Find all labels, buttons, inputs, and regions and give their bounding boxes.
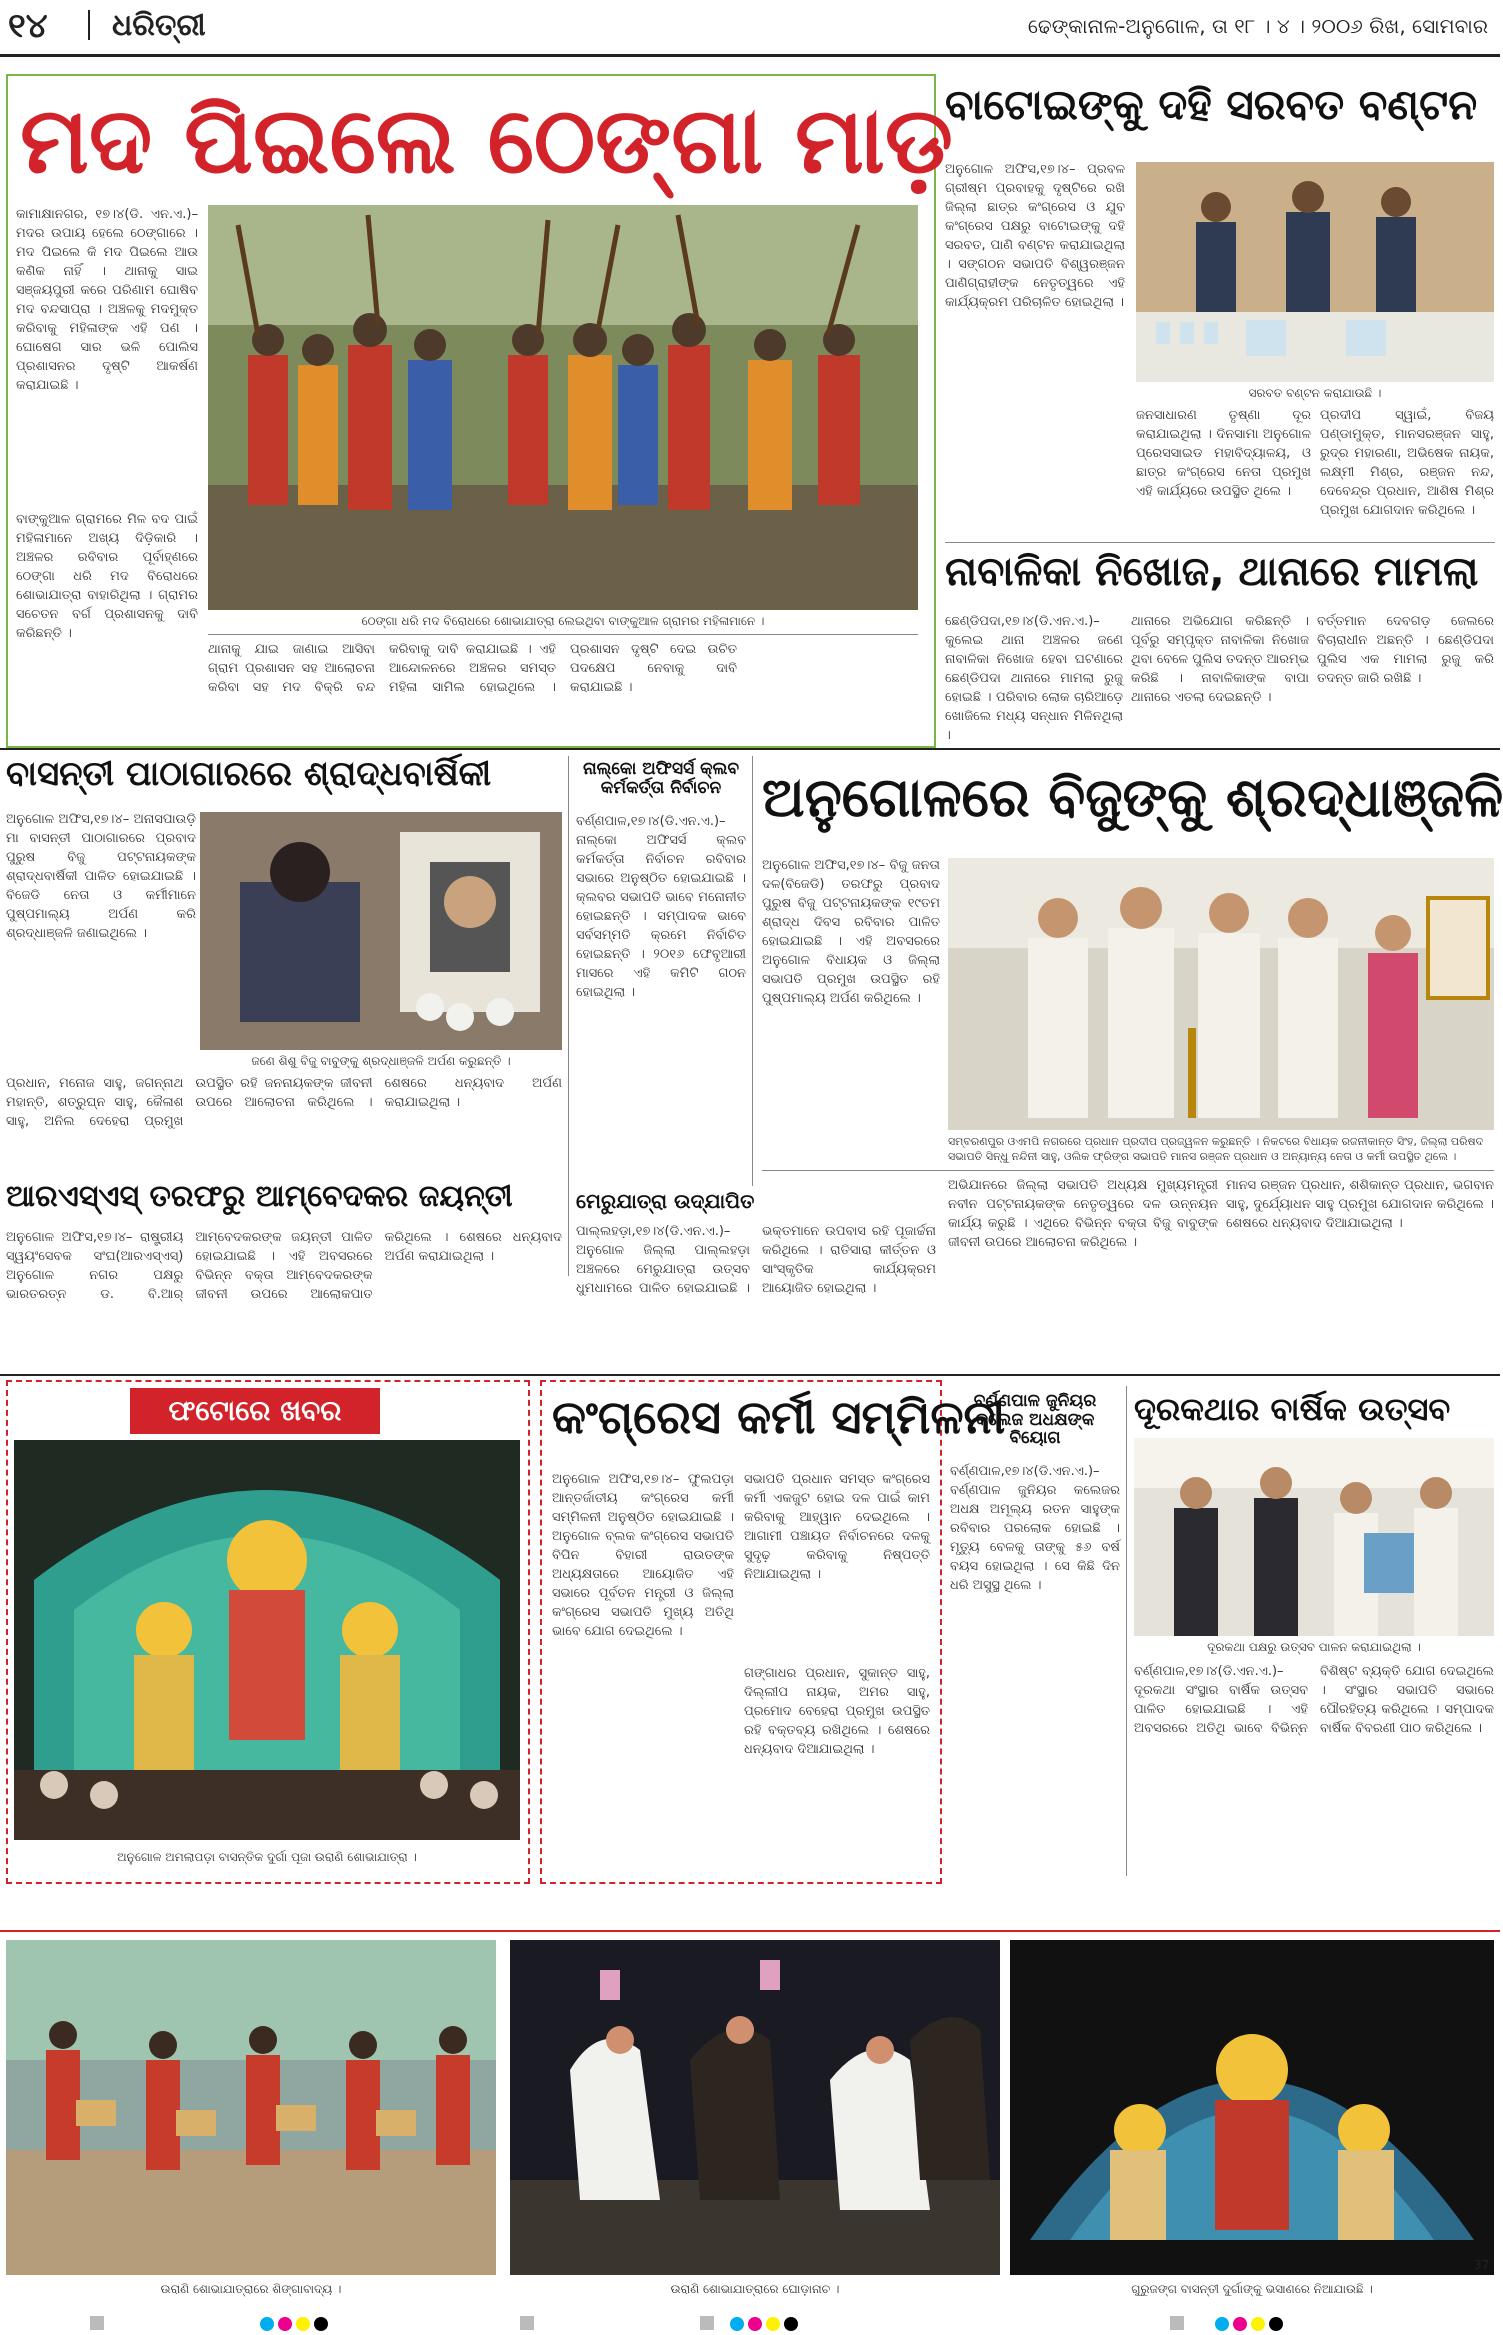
liquor-protest-image <box>208 205 918 610</box>
newspaper-logo: ଧରିତ୍ରୀ <box>112 8 206 43</box>
durga-idol-image <box>14 1440 520 1840</box>
library-image <box>200 812 562 1050</box>
library-body-cols: ପ୍ରଧାନ, ମନୋଜ ସାହୁ, ଜଗନ୍ନାଥ ମହାନ୍ତି, ଶତ୍ରୁଘ୍ନ ସାହୁ, କୈଳାଶ ସାହୁ, ଅନିଲ ଦେହେରା ପ୍ରମୁଖ ଉପସ୍ଥିତ ରହି ଜନନାୟକଙ୍କ ଜୀବନୀ ଉପରେ ଆଲୋଚନା କରିଥିଲେ । ଶେଷରେ ଧନ୍ୟବାଦ ଅର୍ପଣ କରାଯାଇଥିଲା । <box>6 1076 562 1129</box>
magenta-dot <box>278 2317 292 2331</box>
photo-news-caption: ଅନୁଗୋଳ ଅମଲାପଡ଼ା ବାସନ୍ତିକ ଦୁର୍ଗା ପୂଜା ଉରାଣି ଶୋଭାଯାତ୍ରା । <box>117 1850 417 1864</box>
magenta-dot <box>1233 2317 1247 2331</box>
yellow-dot <box>766 2317 780 2331</box>
college-col-divider <box>1126 1386 1127 1876</box>
yellow-dot <box>1251 2317 1265 2331</box>
curd-headline: ବାଟୋଇଙ୍କୁ ଦହି ସରବତ ବଣ୍ଟନ <box>945 80 1478 129</box>
color-dots-2 <box>730 2316 802 2335</box>
bottom-photo-2-caption: ଉରାଣି ଶୋଭାଯାତ୍ରାରେ ଘୋଡ଼ାନାଚ । <box>670 2282 840 2296</box>
curd-photo <box>1136 162 1494 382</box>
biju-body-col2: ଅଭିଯାନରେ ଜିଲ୍ଲା ସଭାପତି ଅଧ୍ୟକ୍ଷ ମୁଖ୍ୟମନ୍ତ୍ରୀ ନବୀନ ପଟ୍ଟନାୟକଙ୍କ ନେତୃତ୍ୱରେ ଦଳ ଉନ୍ନୟନ କାର୍ଯ୍ୟ କରୁଛି । ଏଥିରେ ବିଭିନ୍ନ ବକ୍ତା ବିଜୁ ବାବୁଙ୍କ ଜୀବନୀ ଉପରେ ଆଲୋଚନା କରିଥିଲେ । <box>948 1178 1218 1250</box>
library-body-col1: ଅନୁଗୋଳ ଅଫିସ,୧୭।୪– ଅନାସପାଉଡ଼ି ମା ବାସନ୍ତୀ ପାଠାଗାରରେ ପ୍ରବାଦ ପୁରୁଷ ବିଜୁ ପଟ୍ଟନାୟକଙ୍କ ଶ୍ରାଦ୍ଧବାର୍ଷିକୀ ପାଳିତ ହୋଇଯାଇଛି । ବିଜେଡି ନେତା ଓ କର୍ମୀମାନେ ପୁଷ୍ପମାଲ୍ୟ ଅର୍ପଣ କରି ଶ୍ରଦ୍ଧାଞ୍ଜଳି ଜଣାଇଥିଲେ । <box>6 812 196 941</box>
magenta-dot <box>748 2317 762 2331</box>
photo-news-image <box>14 1440 520 1840</box>
masthead-divider <box>88 10 90 40</box>
registration-square <box>90 2316 104 2330</box>
biju-image <box>948 858 1494 1130</box>
metro-body: ପାଲ୍ଲହଡ଼ା,୧୭।୪(ଡି.ଏନ.ଏ.)– ଅନୁଗୋଳ ଜିଲ୍ଲା ପାଲ୍ଲହଡ଼ା ଅଞ୍ଚଳରେ ମେରୁଯାତ୍ରା ଉତ୍ସବ ଧୁମଧାମରେ ପାଳିତ ହୋଇଯାଇଛି । ଭକ୍ତମାନେ ଉପବାସ ରହି ପୂଜାର୍ଚ୍ଚନା କରିଥିଲେ । ରାତିସାରା କୀର୍ତ୍ତନ ଓ ସାଂସ୍କୃତିକ କାର୍ଯ୍ୟକ୍ରମ ଆୟୋଜିତ ହୋଇଥିଲା । <box>576 1224 936 1296</box>
color-dots-3 <box>1215 2316 1287 2335</box>
college-headline: ବର୍ଣ୍ଣପାଳ ଜୁନିୟର କଲେଜ ଅଧକ୍ଷଙ୍କ ବିୟୋଗ <box>973 1391 1097 1449</box>
registration-square <box>520 2316 534 2330</box>
telecom-photo <box>1134 1438 1494 1636</box>
black-dot <box>314 2317 328 2331</box>
curd-photo-caption: ସରବତ ବଣ୍ଟନ କରାଯାଉଛି । <box>1248 386 1382 400</box>
durga-procession-image <box>1010 1940 1494 2275</box>
print-marks <box>0 2312 1500 2335</box>
drummers-image <box>6 1940 496 2275</box>
page-number: ୧୪ <box>8 6 48 46</box>
ambedkar-headline: ଆରଏସ୍‌ଏସ୍ ତରଫରୁ ଆମ୍ବେଦକର ଜୟନ୍ତୀ <box>6 1179 513 1214</box>
missing-body-col3: ବର୍ତ୍ତମାନ ଦେବଗଡ଼ ଜେଲରେ ବିଚାରାଧୀନ ଅଛନ୍ତି । ଛେଣ୍ଡିପଦା ପୁଲିସ ଏକ ମାମଲା ରୁଜୁ କରି ତଦନ୍ତ ଜାରି ରଖିଛି । <box>1317 614 1494 686</box>
color-dots-1 <box>260 2316 332 2335</box>
congress-headline: କଂଗ୍ରେସ କର୍ମୀ ସମ୍ମିଳନୀ <box>552 1390 1006 1444</box>
nalco-col-divider <box>752 756 753 1186</box>
curd-body-col2: ଜନସାଧାରଣ ତୃଷ୍ଣା ଦୂର କରାଯାଇଥିଲା । ଦିନସାମା ଅନୁଗୋଳ ପ୍ରେସସାଇଡ ମହାବିଦ୍ୟାଳୟ, ଓ ଛାତ୍ର କଂଗ୍ରେସ ନେତା ପ୍ରମୁଖ ଏହି କାର୍ଯ୍ୟରେ ଉପସ୍ଥିତ ଥିଲେ । <box>1136 408 1311 499</box>
section-rule-3 <box>0 1930 1500 1932</box>
nalco-headline: ନାଲ୍‌କୋ ଅଫିସର୍ସ କ୍ଲବ କର୍ମକର୍ତ୍ତା ନିର୍ବାଚନ <box>582 759 740 798</box>
yellow-dot <box>296 2317 310 2331</box>
missing-body-col1: ଛେଣ୍ଡିପଦା,୧୭।୪(ଡି.ଏନ.ଏ.)– କୁଲେଇ ଥାନା ଅଞ୍ଚଳର ଜଣେ ନାବାଳିକା ନିଖୋଜ ହେବା ଘଟଣାରେ ଛେଣ୍ଡିପଦା ଥାନାରେ ମାମଲା ରୁଜୁ ହୋଇଛି । ପରିବାର ଲୋକ ଚାରିଆଡ଼େ ଖୋଜିଲେ ମଧ୍ୟ ସନ୍ଧାନ ମିଳିନଥିଲା । <box>945 614 1123 743</box>
metro-headline: ମେରୁଯାତ୍ରା ଉଦ୍‌ଯାପିତ <box>576 1189 755 1213</box>
black-dot <box>784 2317 798 2331</box>
liquor-body-col1: କାମାକ୍ଷାନଗର, ୧୭।୪(ଡି. ଏନ.ଏ.)– ମଦର ଉପାୟ ହେଲେ ଠେଙ୍ଗାରେ । ମଦ ପିଇଲେ କି ମଦ ପିଇଲେ ଆଉ କଣିକ ନାହିଁ । ଥାନାକୁ ସାଇ ସଞ୍ଜୟପୁରୀ କରେ ପରିଣାମ ଘୋଷିବ ମଦ ବନ୍ଦସାପ୍ରା । ଅଞ୍ଚଳକୁ ମଦମୁକ୍ତ କରିବାକୁ ମହିଳାଙ୍କ ଏହି ପଣ । ଘୋଷେଗ ସାର ଭଳି ପୋଲିସ ପ୍ରଶାସନର ଦୃଷ୍ଟି ଆକର୍ଷଣ କରାଯାଇଛି । <box>16 207 198 393</box>
cyan-dot <box>1215 2317 1229 2331</box>
liquor-body-col1b: ବାଙ୍କୁଆଳ ଗ୍ରାମରେ ମିଳ ବଦ ପାଇଁ ମହିଳାମାନେ ଅଖ୍ୟ ଦିଡ଼ିକାରି । ଅଞ୍ଚଳର ରବିବାର ପୂର୍ବାହ୍ଣରେ ଠେଙ୍ଗା ଧରି ମଦ ବିରୋଧରେ ଶୋଭାଯାତ୍ରା ବାହାରିଥିଲା । ଗ୍ରାମର ସଚେତନ ବର୍ଗ ପ୍ରଶାସନକୁ ଦାବି କରିଛନ୍ତି । <box>16 512 198 641</box>
biju-photo-caption: ସମ୍ବରଣପୁର ଓଏମପି ନଗରରେ ପ୍ରଧାନ ପ୍ରଦୀପ ପ୍ରଜ୍ୱଳନ କରୁଛନ୍ତି । ନିକଟରେ ବିଧାୟକ ରଜନୀକାନ୍ତ ସିଂହ, ଜିଲ୍ଲା ପରିଷଦ ସଭାପତି ସିନ୍ଧୁ ନନ୍ଦିନୀ ସାହୁ, ଓଲିକ ଫ୍ରିଙ୍ଗ ସଭାପତି ମାନସ ରଞ୍ଜନ ପ୍ରଧାନ ଓ ଅନ୍ୟାନ୍ୟ ନେତା ଓ କର୍ମୀ ଉପସ୍ଥିତ ଥିଲେ । <box>948 1135 1484 1163</box>
cyan-dot <box>260 2317 274 2331</box>
bottom-photo-3-caption: ଗୁରୁଜଙ୍ଗ ବାସନ୍ତୀ ଦୁର୍ଗାଙ୍କୁ ଭସାଣରେ ନିଆଯାଉଛି । <box>1131 2282 1373 2296</box>
bottom-photo-1-caption: ଉରାଣି ଶୋଭାଯାତ୍ରାରେ ଶିଙ୍ଗାବାଦ୍ୟ । <box>160 2282 342 2296</box>
liquor-headline: ମଦ ପିଇଲେ ଠେଙ୍ଗା ମାଡ଼ <box>20 87 953 194</box>
biju-headline: ଅନୁଗୋଳରେ ବିଜୁଙ୍କୁ ଶ୍ରଦ୍ଧାଞ୍ଜଳି <box>762 766 1503 829</box>
curd-rule <box>945 542 1495 543</box>
nalco-body: ବର୍ଣ୍ଣପାଳ,୧୭।୪(ଡି.ଏନ.ଏ.)– ନାଲ୍‌କୋ ଅଫିସର୍ସ କ୍ଲବ କର୍ମକର୍ତ୍ତା ନିର୍ବାଚନ ରବିବାର ସଭାରେ ଅନୁଷ୍ଠିତ ହୋଇଯାଇଛି । କ୍ଲବର ସଭାପତି ଭାବେ ମନୋନୀତ ହୋଇଛନ୍ତି । ସମ୍ପାଦକ ଭାବେ ସର୍ବସମ୍ମତି କ୍ରମେ ନିର୍ବାଚିତ ହୋଇଛନ୍ତି । ୨୦୧୬ ଫେବୃଆରୀ ମାସରେ ଏହି କମିଟି ଗଠନ ହୋଇଥିଲା । <box>576 814 746 1000</box>
liquor-body-cols: ଥାନାକୁ ଯାଇ ଜାଣାଇ ଆସିବା ଗ୍ରାମ ପ୍ରଶାସନ ସହ ଆଲୋଚନା କରିବା ସହ ମଦ ବିକ୍ରି ବନ୍ଦ କରିବାକୁ ଦାବି କରାଯାଇଛି । ଏହି ଆନ୍ଦୋଳନରେ ଅଞ୍ଚଳର ସମସ୍ତ ମହିଳା ସାମିଲ ହୋଇଥିଲେ । ପ୍ରଶାସନ ଦୃଷ୍ଟି ଦେଇ ଉଚିତ ପଦକ୍ଷେପ ନେବାକୁ ଦାବି କରାଯାଇଛି । <box>208 642 737 695</box>
ambedkar-body: ଅନୁଗୋଳ ଅଫିସ,୧୭।୪– ରାଷ୍ଟ୍ରୀୟ ସ୍ୱୟଂସେବକ ସଂଘ(ଆରଏସ୍‌ଏସ୍) ଅନୁଗୋଳ ନଗର ପକ୍ଷରୁ ଭାରତରତ୍ନ ଡ. ବି.ଆର୍ ଆମ୍ବେଦକରଙ୍କ ଜୟନ୍ତୀ ପାଳିତ ହୋଇଯାଇଛି । ଏହି ଅବସରରେ ବିଭିନ୍ନ ବକ୍ତା ଆମ୍ବେଦକରଙ୍କ ଜୀବନୀ ଉପରେ ଆଲୋକପାତ କରିଥିଲେ । ଶେଷରେ ଧନ୍ୟବାଦ ଅର୍ପଣ କରାଯାଇଥିଲା । <box>6 1230 562 1302</box>
curd-image <box>1136 162 1494 382</box>
black-dot <box>1269 2317 1283 2331</box>
masthead <box>0 0 1500 52</box>
page-tag: 37 <box>1474 2258 1490 2272</box>
congress-body-col1: ଅନୁଗୋଳ ଅଫିସ,୧୭।୪– ଫୁଲପଡ଼ା ଆନ୍ତର୍ଜାତୀୟ କଂଗ୍ରେସ କର୍ମୀ ସମ୍ମିଳନୀ ଅନୁଷ୍ଠିତ ହୋଇଯାଇଛି । ଅନୁଗୋଳ ବ୍ଲକ କଂଗ୍ରେସ ସଭାପତି ବିପିନ ବିହାରୀ ରାଉତଙ୍କ ଅଧ୍ୟକ୍ଷତାରେ ଆୟୋଜିତ ଏହି ସଭାରେ ପୂର୍ବତନ ମନ୍ତ୍ରୀ ଓ ଜିଲ୍ଲା କଂଗ୍ରେସ ସଭାପତି ମୁଖ୍ୟ ଅତିଥି ଭାବେ ଯୋଗ ଦେଇଥିଲେ । <box>552 1472 734 1639</box>
registration-square <box>700 2316 714 2330</box>
telecom-headline: ଦୂରକଥାର ବାର୍ଷିକ ଉତ୍ସବ <box>1134 1390 1451 1428</box>
library-photo-caption: ଜଣେ ଶିଶୁ ବିଜୁ ବାବୁଙ୍କୁ ଶ୍ରଦ୍ଧାଞ୍ଜଳି ଅର୍ପଣ କରୁଛନ୍ତି । <box>251 1054 511 1068</box>
registration-square <box>1170 2316 1184 2330</box>
curd-body-col3: ପ୍ରଦୀପ ସ୍ୱାଇଁ, ବିଜୟ ପଣ୍ଡାମୁକ୍ତ, ମାନସରଞ୍ଜନ ସାହୁ, ରୁଦ୍ର ମହାରଣା, ଅଭିଷେକ ନାୟକ, ଲକ୍ଷ୍ମୀ ମିଶ୍ର, ରଞ୍ଜନ ନନ୍ଦ, ଦେବେନ୍ଦ୍ର ପ୍ରଧାନ, ଆଶିଷ ମିଶ୍ର ପ୍ରମୁଖ ଯୋଗଦାନ କରିଥିଲେ । <box>1320 408 1494 518</box>
congress-body-col3: ଗଙ୍ଗାଧର ପ୍ରଧାନ, ସୁକାନ୍ତ ସାହୁ, ଦିଲ୍ଲୀପ ନାୟକ, ଅମର ସାହୁ, ପ୍ରମୋଦ ବେହେରା ପ୍ରମୁଖ ଉପସ୍ଥିତ ରହି ବକ୍ତବ୍ୟ ରଖିଥିଲେ । ଶେଷରେ ଧନ୍ୟବାଦ ଦିଆଯାଇଥିଲା । <box>744 1666 930 1757</box>
section-rule-1 <box>0 748 1500 750</box>
bottom-photo-3 <box>1010 1940 1494 2275</box>
library-photo <box>200 812 562 1050</box>
missing-body-col2: ଥାନାରେ ଅଭିଯୋଗ କରିଛନ୍ତି । ପୂର୍ବରୁ ସମ୍ପୃକ୍ତ ନାବାଳିକା ନିଖୋଜ ଥିବା ବେଳେ ପୁଲିସ ତଦନ୍ତ ଆରମ୍ଭ କରିଛି । ନାବାଳିକାଙ୍କ ବାପା ଥାନାରେ ଏତଲା ଦେଇଛନ୍ତି । <box>1131 614 1309 705</box>
biju-photo <box>948 858 1494 1130</box>
biju-body-col1: ଅନୁଗୋଳ ଅଫିସ,୧୭।୪– ବିଜୁ ଜନତା ଦଳ(ବିଜେଡି) ତରଫରୁ ପ୍ରବାଦ ପୁରୁଷ ବିଜୁ ପଟ୍ଟନାୟକଙ୍କ ୧୯ତମ ଶ୍ରାଦ୍ଧ ଦିବସ ରବିବାର ପାଳିତ ହୋଇଯାଇଛି । ଏହି ଅବସରରେ ଅନୁଗୋଳ ବିଧାୟକ ଓ ଜିଲ୍ଲା ସଭାପତି ପ୍ରମୁଖ ଉପସ୍ଥିତ ରହି ପୁଷ୍ପମାଲ୍ୟ ଅର୍ପଣ କରିଥିଲେ । <box>762 858 940 1006</box>
liquor-photo-caption: ଠେଙ୍ଗା ଧରି ମଦ ବିରୋଧରେ ଶୋଭାଯାତ୍ରା ଲେଇଥିବା ବାଙ୍କୁଆଳ ଗ୍ରାମର ମହିଳାମାନେ । <box>361 614 765 628</box>
cyan-dot <box>730 2317 744 2331</box>
biju-caption-rule <box>762 1170 1494 1171</box>
dateline: ଢେଙ୍କାନାଳ-ଅନୁଗୋଳ, ତା ୧୮ । ୪ । ୨୦୦୬ ରିଖ, ସୋମବାର <box>1027 14 1488 38</box>
horse-dance-image <box>510 1940 1000 2275</box>
telecom-photo-caption: ଦୂରକଥା ପକ୍ଷରୁ ଉତ୍ସବ ପାଳନ କରାଯାଇଥିଲା । <box>1207 1640 1421 1654</box>
curd-body-col1: ଅନୁଗୋଳ ଅଫିସ,୧୭।୪– ପ୍ରବଳ ଗ୍ରୀଷ୍ମ ପ୍ରବାହକୁ ଦୃଷ୍ଟିରେ ରଖି ଜିଲ୍ଲା ଛାତ୍ର କଂଗ୍ରେସ ଓ ଯୁବ କଂଗ୍ରେସ ପକ୍ଷରୁ ବାଟୋଇଙ୍କୁ ଦହି ସରବତ, ପାଣି ବଣ୍ଟନ କରାଯାଇଥିଲା । ସଙ୍ଗଠନ ସଭାପତି ବିଶ୍ୱରଞ୍ଜନ ପାଣିଗ୍ରାହୀଙ୍କ ନେତୃତ୍ୱରେ ଏହି କାର୍ଯ୍ୟକ୍ରମ ପରିଚାଳିତ ହୋଇଥିଲା । <box>945 162 1125 310</box>
library-headline: ବାସନ୍ତୀ ପାଠାଗାରରେ ଶ୍ରାଦ୍ଧବାର୍ଷିକୀ <box>6 754 492 794</box>
header-rule <box>0 54 1500 57</box>
college-body: ବର୍ଣ୍ଣପାଳ,୧୭।୪(ଡି.ଏନ.ଏ.)– ବର୍ଣ୍ଣପାଳ ଜୁନିୟର କଲେଜର ଅଧକ୍ଷ ଅମୂଲ୍ୟ ରତନ ସାହୁଙ୍କ ରବିବାର ପରଲୋକ ହୋଇଛି । ମୃତ୍ୟୁ ବେଳକୁ ତାଙ୍କୁ ୫୬ ବର୍ଷ ବୟସ ହୋଇଥିଲା । ସେ କିଛି ଦିନ ଧରି ଅସୁସ୍ଥ ଥିଲେ । <box>950 1464 1120 1593</box>
congress-body-col2: ସଭାପତି ପ୍ରଧାନ ସମସ୍ତ କଂଗ୍ରେସ କର୍ମୀ ଏକଜୁଟ ହୋଇ ଦଳ ପାଇଁ କାମ କରିବାକୁ ଆହ୍ୱାନ ଦେଇଥିଲେ । ଆଗାମୀ ପଞ୍ଚାୟତ ନିର୍ବାଚନରେ ଦଳକୁ ସୁଦୃଢ଼ କରିବାକୁ ନିଷ୍ପତ୍ତି ନିଆଯାଇଥିଲା । <box>744 1472 930 1582</box>
bottom-photo-2 <box>510 1940 1000 2275</box>
library-col-divider <box>568 756 569 1276</box>
telecom-body: ବର୍ଣ୍ଣପାଳ,୧୭।୪(ଡି.ଏନ.ଏ.)– ଦୂରକଥା ସଂସ୍ଥାର ବାର୍ଷିକ ଉତ୍ସବ ପାଳିତ ହୋଇଯାଇଛି । ଏହି ଅବସରରେ ଅତିଥି ଭାବେ ବିଭିନ୍ନ ବିଶିଷ୍ଟ ବ୍ୟକ୍ତି ଯୋଗ ଦେଇଥିଲେ । ସଂସ୍ଥାର ସଭାପତି ସଭାରେ ପୌରହିତ୍ୟ କରିଥିଲେ । ସମ୍ପାଦକ ବାର୍ଷିକ ବିବରଣୀ ପାଠ କରିଥିଲେ । <box>1134 1664 1494 1736</box>
telecom-image <box>1134 1438 1494 1636</box>
liquor-protest-photo <box>208 205 918 610</box>
section-rule-2 <box>0 1374 1500 1376</box>
photo-news-badge: ଫଟୋରେ ଖବର <box>130 1388 380 1434</box>
biju-body-col3: ମାନସ ରଞ୍ଜନ ପ୍ରଧାନ, ଶଶିକାନ୍ତ ପ୍ରଧାନ, ଭଗବାନ ସାହୁ, ଦୁର୍ଯ୍ୟୋଧନ ସାହୁ ପ୍ରମୁଖ ଯୋଗଦାନ କରିଥିଲେ । ଶେଷରେ ଧନ୍ୟବାଦ ଦିଆଯାଇଥିଲା । <box>1226 1178 1494 1231</box>
liquor-caption-rule <box>208 634 918 635</box>
missing-headline: ନାବାଳିକା ନିଖୋଜ, ଥାନାରେ ମାମଲା <box>945 549 1479 595</box>
bottom-photo-1 <box>6 1940 496 2275</box>
